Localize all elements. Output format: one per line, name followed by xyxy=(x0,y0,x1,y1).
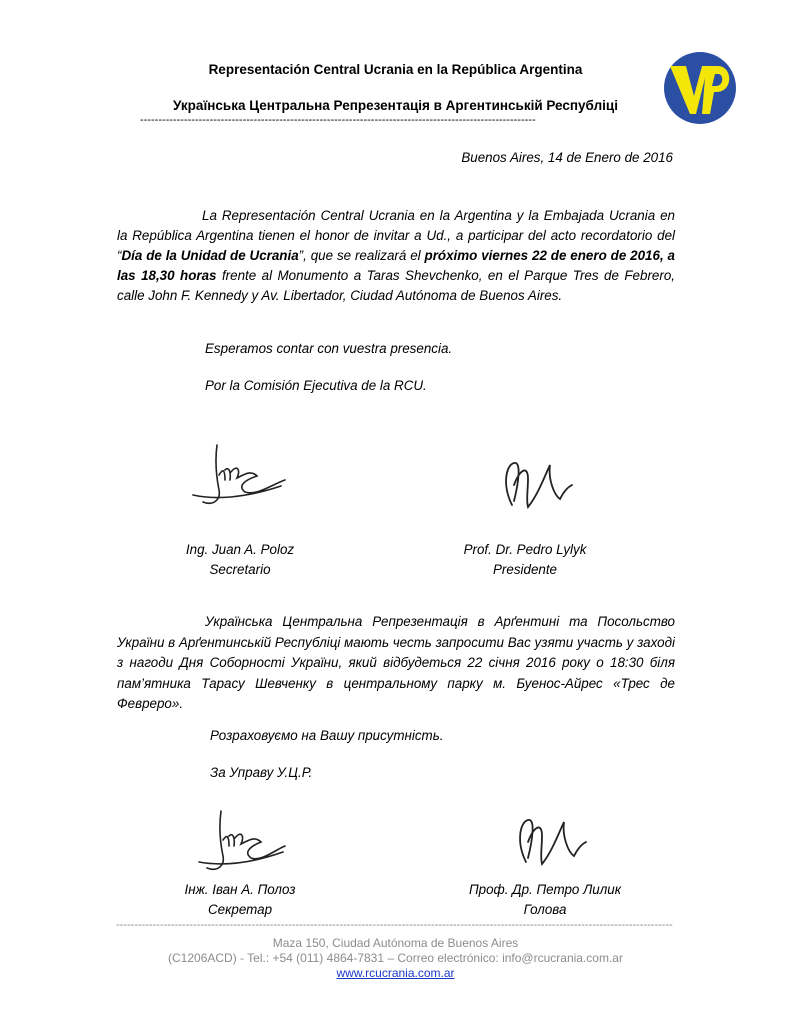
footer-address: Maza 150, Ciudad Autónoma de Buenos Aires xyxy=(272,936,519,950)
signature-left-spanish xyxy=(185,440,295,510)
spanish-para-part-3: frente al Monumento a Taras Shevchenko, en el Parque Tres de Febrero, calle John F. Kennedy y Av. Libertador, Ciudad Autónoma de Buenos Aires. xyxy=(117,268,675,303)
ukrainian-paragraph-text: Українська Центральна Репрезентація в Арґентині та Посольство України в Арґентинській Республіці мають честь запросити Вас узяти участь у заході з нагоди Дня Соборності України, який відбудеться 22 січня 2016 року о 18:30 біля пам’ятника Тарасу Шевченку в центральному парку м. Буенос-Айрес «Трес де Февреро». xyxy=(117,614,675,711)
letter-date xyxy=(400,150,673,165)
letter-date-text: Buenos Aires, 14 de Enero de 2016 xyxy=(461,150,673,165)
footer xyxy=(0,936,791,981)
signer-right-spanish-name: Prof. Dr. Pedro Lylyk xyxy=(463,542,587,557)
event-date: próximo viernes 22 de enero de 2016, a las 18,30 horas xyxy=(117,248,675,283)
spanish-committee-text: Por la Comisión Ejecutiva de la RCU. xyxy=(205,378,427,393)
footer-website-link[interactable]: www.rcucrania.com.ar xyxy=(336,966,455,980)
signer-left-ukrainian-name: Інж. Іван А. Полоз xyxy=(184,882,296,897)
spanish-closing-text: Esperamos contar con vuestra presencia. xyxy=(205,341,453,356)
spanish-committee xyxy=(205,378,427,393)
header-separator xyxy=(140,114,655,126)
signer-right-spanish-role: Presidente xyxy=(492,562,558,577)
spanish-invitation-paragraph xyxy=(117,206,675,306)
signer-right-spanish xyxy=(420,540,630,580)
spanish-para-part-2: ”, que se realizará el xyxy=(298,248,425,263)
signer-left-spanish-name: Ing. Juan A. Poloz xyxy=(185,542,295,557)
signature-right-ukrainian xyxy=(512,812,592,872)
header-separator-text: ------------------------------------------------------------------------------------------------------------ xyxy=(140,114,536,126)
header-title-spanish-text: Representación Central Ucrania en la República Argentina xyxy=(208,62,583,77)
signer-right-ukrainian xyxy=(430,880,660,920)
signature-left-ukrainian xyxy=(195,806,295,876)
ukrainian-closing xyxy=(210,728,443,743)
ukrainian-committee-text: За Управу У.Ц.Р. xyxy=(210,765,313,780)
spanish-para-part-1: La Representación Central Ucrania en la Argentina y la Embajada Ucrania en la República Argentina tienen el honor de invitar a Ud., a participar del acto recordatorio del “ xyxy=(117,208,675,263)
signature-right-spanish xyxy=(498,455,578,515)
ukrainian-committee xyxy=(210,765,312,780)
signer-left-ukrainian-role: Секретар xyxy=(207,902,273,917)
footer-contact: (C1206ACD) - Tel.: +54 (011) 4864-7831 – Correo electrónico: info@rcucrania.com.ar xyxy=(168,951,623,965)
header-title-ukrainian-text: Українська Центральна Репрезентація в Аргентинській Республіці xyxy=(173,98,618,113)
signer-left-spanish xyxy=(150,540,330,580)
footer-separator-text: -------------------------------------------------------------------------------------------------------------------------------------------------------- xyxy=(116,919,673,931)
footer-separator xyxy=(116,919,676,931)
spanish-closing xyxy=(205,341,452,356)
signer-right-ukrainian-name: Проф. Др. Петро Лилик xyxy=(468,882,622,897)
ucr-logo-icon xyxy=(662,50,738,131)
event-name: Día de la Unidad de Ucrania xyxy=(121,248,299,263)
signer-right-ukrainian-role: Голова xyxy=(523,902,567,917)
signer-left-ukrainian xyxy=(150,880,330,920)
ukrainian-closing-text: Розраховуємо на Вашу присутність. xyxy=(210,728,444,743)
signer-left-spanish-role: Secretario xyxy=(209,562,271,577)
ukrainian-invitation-paragraph xyxy=(117,612,675,715)
